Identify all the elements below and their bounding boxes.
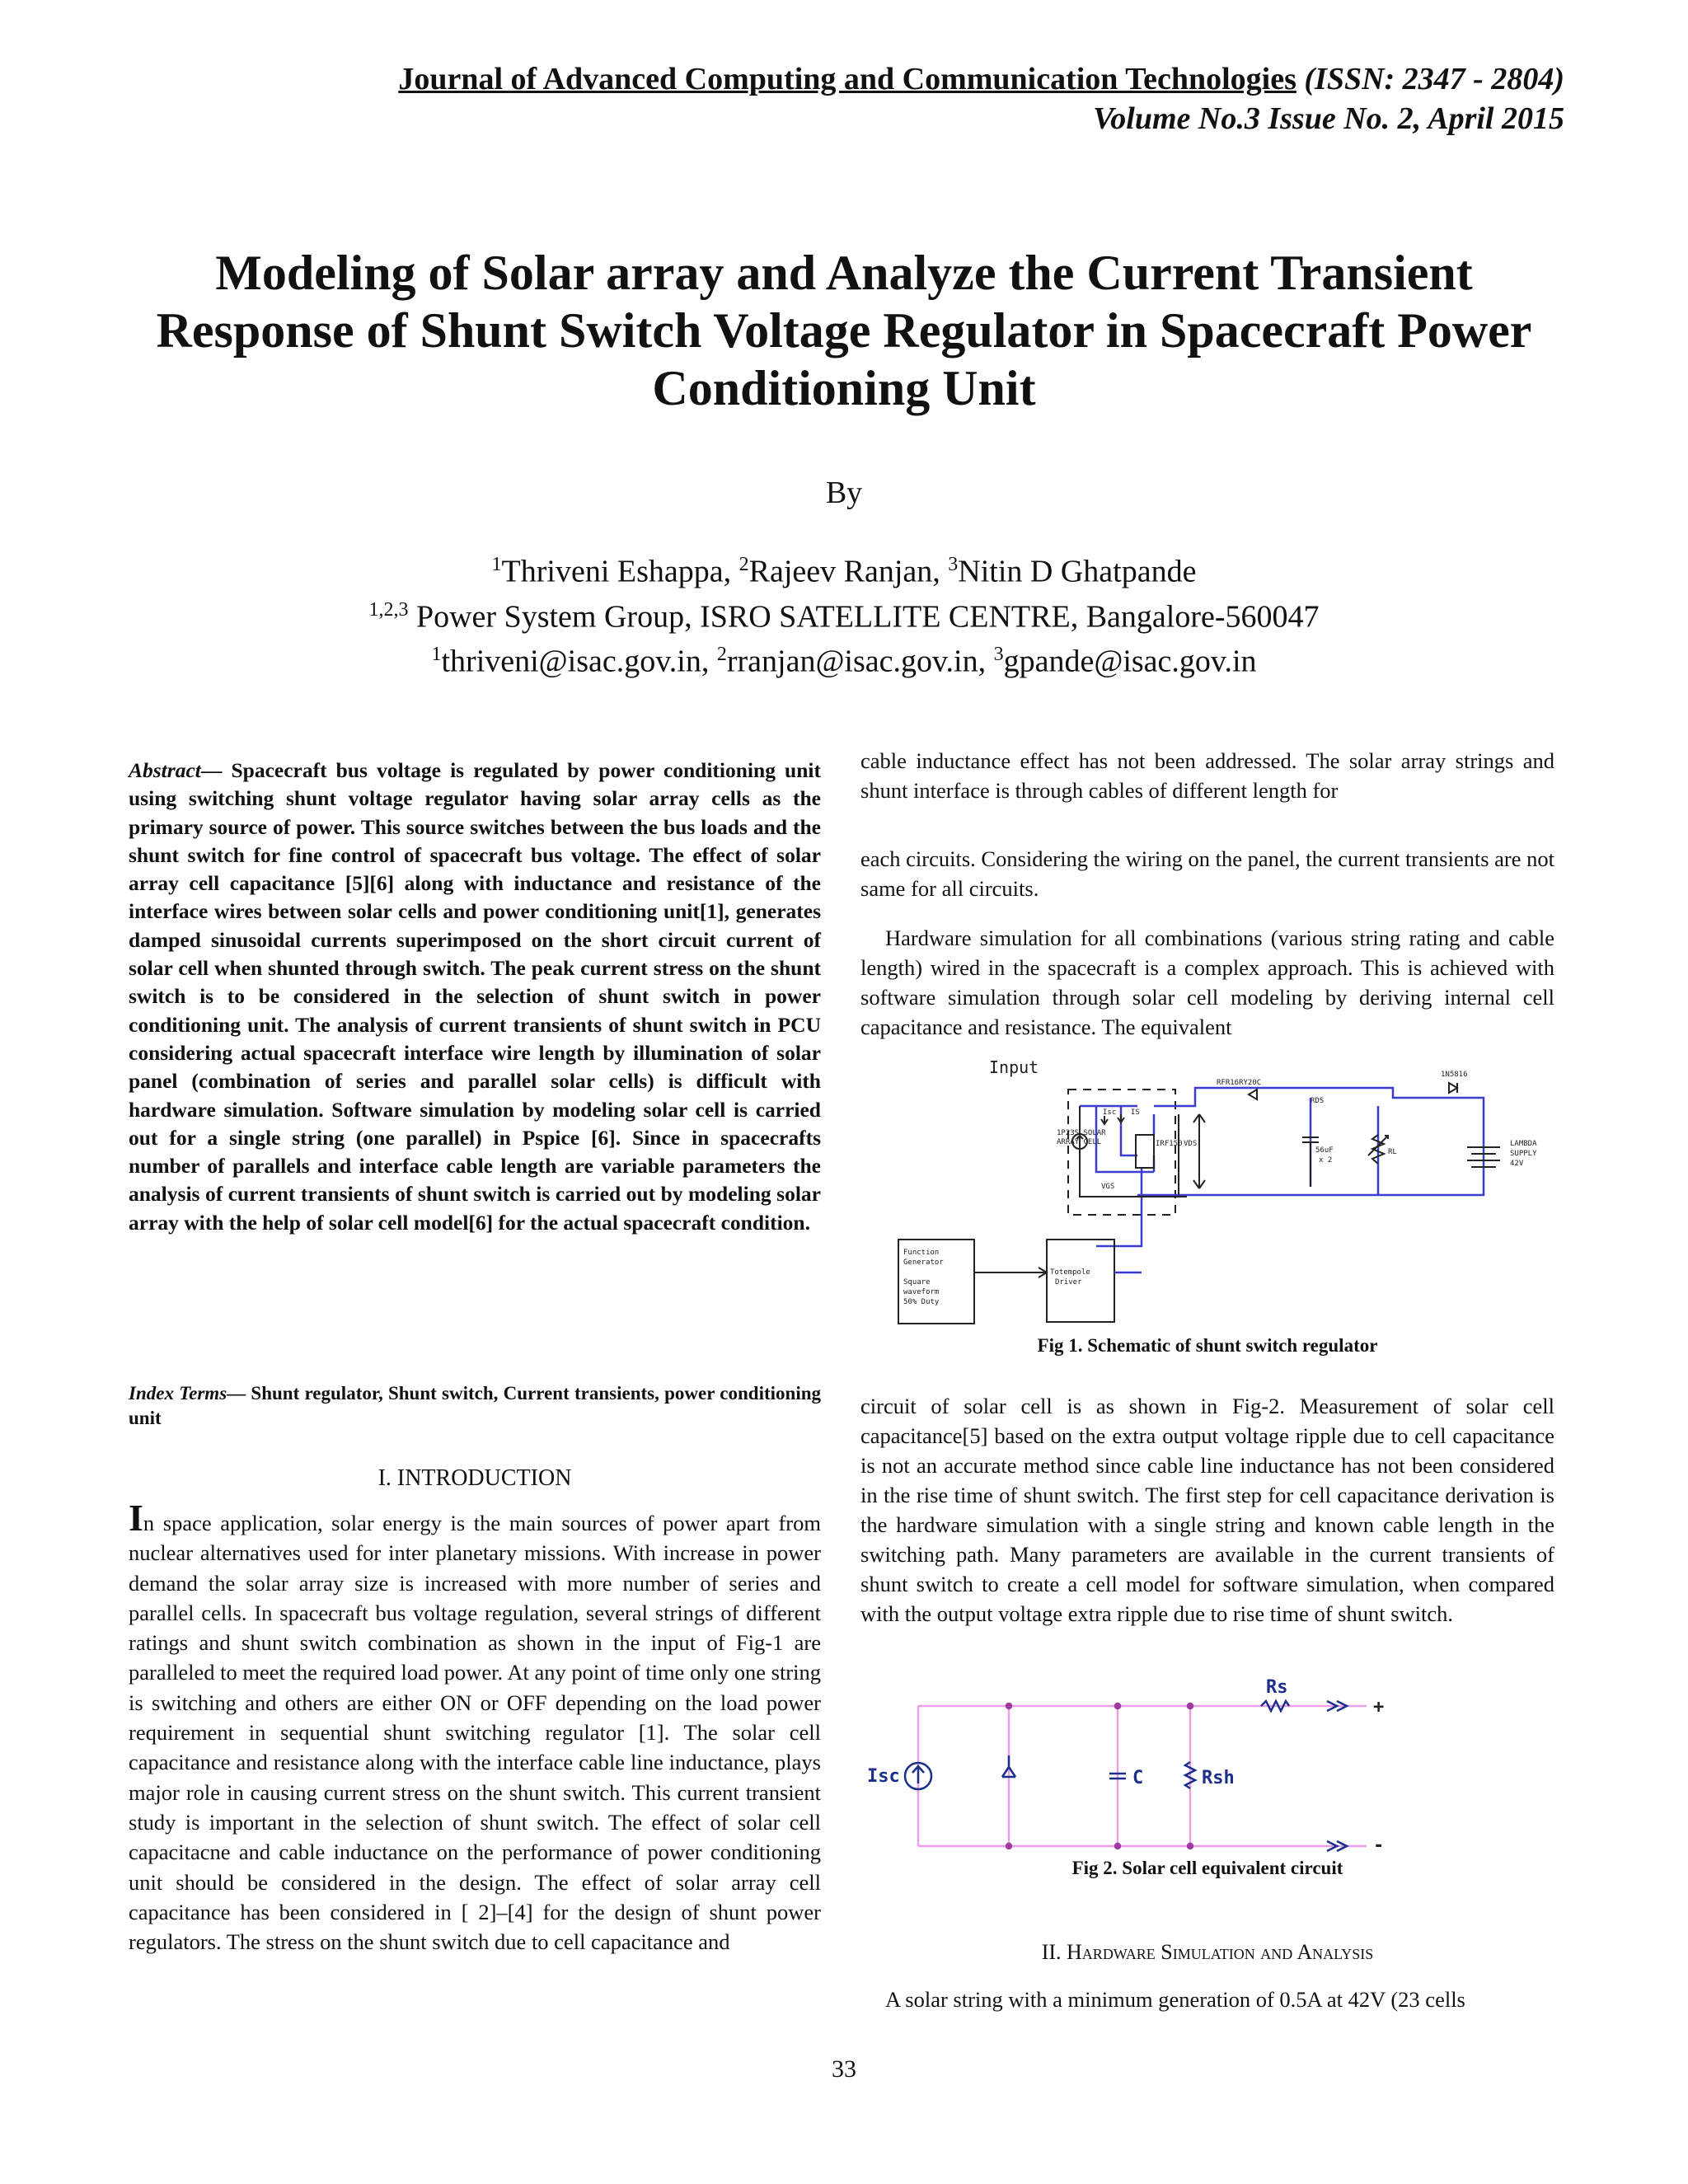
fig2-rs-label: Rs (1266, 1677, 1288, 1698)
fig1-diode1-label: RFR16RY20C (1217, 1079, 1262, 1087)
fig2-minus-label: - (1373, 1835, 1385, 1856)
fig1-fg-line4: waveform (903, 1288, 940, 1296)
fig1-rds-label: RDS (1311, 1097, 1325, 1105)
author-affiliation (0, 591, 1688, 636)
journal-volume: Volume No.3 Issue No. 2, April 2015 (1093, 101, 1564, 136)
fig1-supply-line2: SUPPLY (1510, 1150, 1537, 1158)
fig2-isc-label: Isc (867, 1766, 900, 1787)
author-names (0, 546, 1688, 591)
fig1-fg-line2: Generator (903, 1258, 944, 1267)
fig1-solar-line1: 1P23S SOLAR (1057, 1129, 1106, 1137)
fig1-tp-line1: Totempole (1050, 1268, 1090, 1277)
section2-number: II. (1041, 1940, 1067, 1964)
right-paragraph-5 (860, 1985, 1554, 2014)
author-3: Nitin D Ghatpande (958, 554, 1197, 589)
fig2-rsh-label: Rsh (1202, 1768, 1235, 1788)
right-paragraph-3 (860, 923, 1554, 1042)
page-number: 33 (832, 2055, 856, 2083)
abstract-dash: — (200, 758, 232, 782)
author-1: Thriveni Eshappa, (501, 554, 739, 589)
abstract-lead: Abstract (129, 758, 201, 782)
email-sup: 3 (993, 644, 1004, 666)
section-heading-hardware-simulation (860, 1940, 1554, 1965)
fig1-is-label: IS (1131, 1108, 1140, 1117)
figure-1-caption: Fig 1. Schematic of shunt switch regulator (1037, 1335, 1378, 1356)
introduction-text (129, 1497, 821, 1957)
fig1-cap-line1: 56uF (1315, 1146, 1334, 1155)
fig2-c-label: C (1132, 1768, 1144, 1788)
email-sup: 2 (716, 644, 727, 666)
fig1-rl-label: RL (1388, 1148, 1397, 1156)
author-sup: 3 (948, 554, 959, 575)
fig1-fg-line1: Function (903, 1249, 940, 1257)
journal-issn: (ISSN: 2347 - 2804) (1296, 62, 1564, 96)
author-sup: 1 (491, 554, 502, 575)
right-paragraph-3-text: Hardware simulation for all combinations (various string rating and cable length) wired in the spacecraft is a complex approach. This is achieved with software simulation through solar cell modeling by deriving internal cell capacitance and resistance. The equivalent (860, 926, 1554, 1039)
fig1-diode2-label: 1N5816 (1441, 1071, 1468, 1079)
figure-1-schematic (874, 1057, 1550, 1329)
fig1-vds-label: VDS (1184, 1140, 1198, 1148)
author-block (0, 546, 1688, 681)
by-line: By (825, 476, 863, 510)
fig1-arrow (974, 1268, 1047, 1277)
author-2: Rajeev Ranjan, (748, 554, 949, 589)
email-1: thriveni@isac.gov.in, (441, 644, 717, 679)
author-emails (0, 635, 1688, 681)
fig1-isc-label: Isc (1103, 1108, 1117, 1117)
fig1-tp-line2: Driver (1055, 1278, 1082, 1286)
index-terms-dash: — (227, 1383, 251, 1404)
drop-cap: I (129, 1497, 143, 1539)
affiliation-sup: 1,2,3 (368, 598, 409, 621)
right-paragraph-1: cable inductance effect has not been addressed. The solar array strings and shunt interface is through cables of different length for (860, 748, 1554, 803)
fig1-vgs-label: VGS (1101, 1183, 1115, 1191)
paper-title: Modeling of Solar array and Analyze the Current Transient Response of Shunt Switch Voltage Regulator in Spacecraft Power Conditioning Unit (156, 246, 1532, 415)
fig1-fg-line5: 50% Duty (903, 1298, 940, 1306)
right-paragraph-2: each circuits. Considering the wiring on the panel, the current transients are not same for all circuits. (860, 846, 1554, 901)
figure-2-caption: Fig 2. Solar cell equivalent circuit (1071, 1858, 1343, 1878)
email-2: rranjan@isac.gov.in, (726, 644, 994, 679)
journal-header (398, 59, 1564, 138)
index-terms (129, 1381, 821, 1431)
fig1-solar-line2: ARRAY CELL (1057, 1138, 1102, 1146)
fig1-supply-line3: 42V (1510, 1160, 1524, 1168)
section-heading-introduction: I. INTRODUCTION (377, 1465, 572, 1491)
fig1-cap-line2: x 2 (1319, 1156, 1333, 1165)
email-3: gpande@isac.gov.in (1003, 644, 1257, 679)
section2-title: Hardware Simulation and Analysis (1067, 1940, 1374, 1964)
index-terms-lead: Index Terms (129, 1383, 227, 1404)
abstract-text: Spacecraft bus voltage is regulated by power conditioning unit using switching shunt voltage regulator having solar array cells as the primary source of power. This source switches between the bus loads and the shunt switch for fine control of spacecraft bus voltage. The effect of solar array cell capacitance [5][6] along with inductance and resistance of the interface wires between solar cells and power conditioning unit[1], generates damped sinusoidal currents superimposed on the short circuit current of solar cell when shunted through switch. The peak current stress on the shunt switch is to be considered in the selection of shunt switch in power conditioning unit. The analysis of current transients of shunt switch in PCU considering actual spacecraft interface wire length by illumination of solar panel (combination of series and parallel solar cells) is difficult with hardware simulation. Software simulation by modeling solar cell is carried out for a single string (one parallel) in Pspice [6]. Since in spacecrafts number of parallels and interface cable length are variable parameters the analysis of current transients of shunt switch is carried out by modeling solar array with the help of solar cell model[6] for the actual spacecraft condition. (129, 758, 821, 1235)
affiliation-text: Power System Group, ISRO SATELLITE CENTRE, Bangalore-560047 (408, 599, 1320, 635)
right-paragraph-4: circuit of solar cell is as shown in Fig-2. Measurement of solar cell capacitance[5] based on the extra output voltage ripple due to cell capacitance is not an accurate method since cable line inductance has not been considered in the rise time of shunt switch. The first step for cell capacitance derivation is the hardware simulation with a single string and known cable length in the switching path. Many parameters are available in the current transients of shunt switch to create a cell model for software simulation, when compared with the output voltage extra ripple due to rise time of shunt switch. (860, 1394, 1554, 1626)
journal-title-line (398, 59, 1564, 99)
fig1-fg-line3: Square (903, 1278, 931, 1286)
index-terms-text: Shunt regulator, Shunt switch, Current transients, power conditioning unit (129, 1383, 821, 1428)
fig1-input-label: Input (989, 1057, 1039, 1077)
author-sup: 2 (738, 554, 749, 575)
journal-name: Journal of Advanced Computing and Communication Technologies (398, 62, 1296, 96)
abstract (129, 757, 821, 1237)
figure-2-equivalent-circuit (860, 1673, 1437, 1863)
right-paragraph-5-text: A solar string with a minimum generation of 0.5A at 42V (23 cells (885, 1987, 1465, 2012)
fig1-supply-line1: LAMBDA (1510, 1140, 1537, 1148)
fig1-irf-label: IRF150 (1156, 1140, 1183, 1148)
introduction-body: n space application, solar energy is the main sources of power apart from nuclear alternatives used for inter planetary missions. With increase in power demand the solar array size is increased with more number of series and parallel cells. In spacecraft bus voltage regulation, several strings of different ratings and shunt switch combination as shown in the input of Fig-1 are paralleled to meet the required load power. At any point of time only one string is switching and others are either ON or OFF depending on the load power requirement in sequential shunt switching regulator [1]. The solar cell capacitance and resistance along with the interface cable line inductance, plays major role in causing current stress on the shunt switch. This current transient study is important in the selection of shunt switch. The effect of solar cell capacitacne and cable inductance on the performance of power conditioning unit should be considered in the design. The effect of solar array cell capacitance has been considered in [ 2]–[4] for the design of shunt power regulators. The stress on the shunt switch due to cell capacitance and (129, 1511, 821, 1955)
fig2-plus-label: + (1373, 1697, 1385, 1718)
email-sup: 1 (431, 644, 442, 666)
